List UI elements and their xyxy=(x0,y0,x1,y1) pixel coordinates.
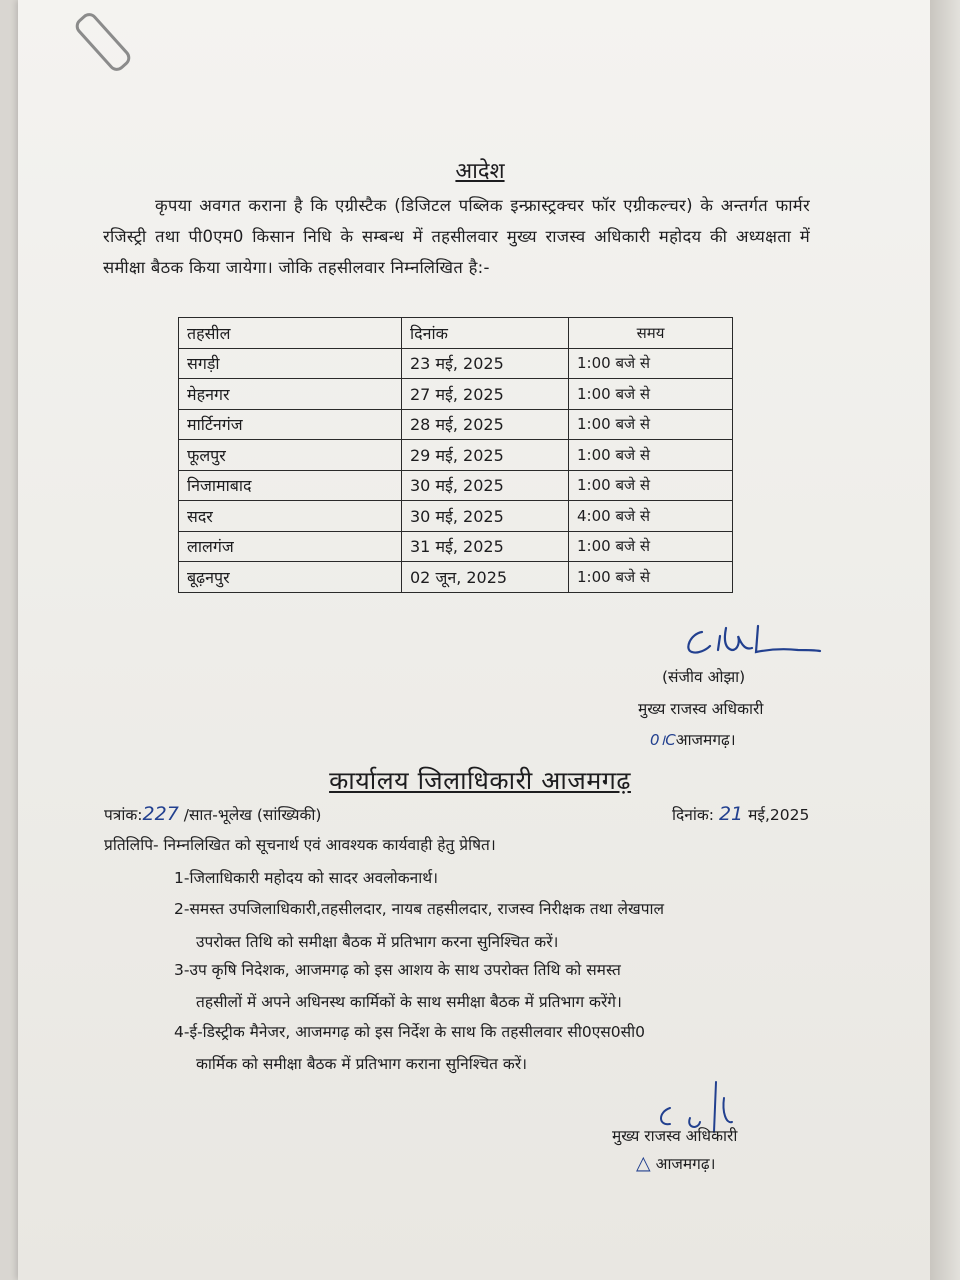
cell-tehsil: फूलपुर xyxy=(179,440,402,471)
signatory-place-line xyxy=(650,728,736,750)
schedule-table xyxy=(178,317,733,593)
ref-number: 227 xyxy=(142,803,179,825)
cell-date: 28 मई, 2025 xyxy=(402,409,569,440)
list-item: 4-ई-डिस्ट्रीक मैनेजर, आजमगढ़ को इस निर्देश के साथ कि तहसीलवार सी0एस0सी0 xyxy=(174,1023,645,1041)
footer-place-line xyxy=(636,1152,716,1174)
header-tehsil: तहसील xyxy=(179,318,402,349)
table-row xyxy=(179,501,733,532)
date-rest: मई,2025 xyxy=(748,806,810,824)
cell-time: 1:00 बजे से xyxy=(569,470,733,501)
copy-line: प्रतिलिपि- निम्नलिखित को सूचनार्थ एवं आवश्यक कार्यवाही हेतु प्रेषित। xyxy=(104,836,496,854)
signatory-name: (संजीव ओझा) xyxy=(662,668,746,686)
table-row xyxy=(179,409,733,440)
cell-tehsil: निजामाबाद xyxy=(179,470,402,501)
cell-time: 4:00 बजे से xyxy=(569,501,733,532)
list-item: 3-उप कृषि निदेशक, आजमगढ़ को इस आशय के साथ उपरोक्त तिथि को समस्त xyxy=(174,961,621,979)
paper-stack-edge xyxy=(930,0,960,1280)
table-row xyxy=(179,440,733,471)
signature-image xyxy=(680,620,830,660)
header-date: दिनांक xyxy=(402,318,569,349)
signatory-designation: मुख्य राजस्व अधिकारी xyxy=(638,700,764,718)
list-item-continuation: उपरोक्त तिथि को समीक्षा बैठक में प्रतिभाग करना सुनिश्चित करें। xyxy=(196,933,559,951)
signatory-place-prefix: 0।C xyxy=(650,731,676,749)
cell-time: 1:00 बजे से xyxy=(569,348,733,379)
list-item: 1-जिलाधिकारी महोदय को सादर अवलोकनार्थ। xyxy=(174,869,439,887)
cell-tehsil: बूढ़नपुर xyxy=(179,562,402,593)
cell-time: 1:00 बजे से xyxy=(569,440,733,471)
cell-date: 29 मई, 2025 xyxy=(402,440,569,471)
ref-label: पत्रांक: xyxy=(104,806,143,824)
table-row xyxy=(179,348,733,379)
cell-tehsil: मेहनगर xyxy=(179,379,402,410)
table-row xyxy=(179,470,733,501)
list-item-continuation: कार्मिक को समीक्षा बैठक में प्रतिभाग कराना सुनिश्चित करें। xyxy=(196,1055,528,1073)
header-time: समय xyxy=(569,318,733,349)
table-row xyxy=(179,562,733,593)
cell-time: 1:00 बजे से xyxy=(569,531,733,562)
cell-tehsil: सदर xyxy=(179,501,402,532)
cell-date: 23 मई, 2025 xyxy=(402,348,569,379)
cell-time: 1:00 बजे से xyxy=(569,562,733,593)
reference-line xyxy=(104,803,321,825)
cell-tehsil: मार्टिनगंज xyxy=(179,409,402,440)
signatory-place: आजमगढ़। xyxy=(675,731,736,749)
date-label: दिनांक: xyxy=(672,806,714,824)
cell-date: 31 मई, 2025 xyxy=(402,531,569,562)
date-day: 21 xyxy=(718,803,744,825)
cell-date: 02 जून, 2025 xyxy=(402,562,569,593)
cell-date: 30 मई, 2025 xyxy=(402,470,569,501)
cell-tehsil: सगड़ी xyxy=(179,348,402,379)
ref-suffix: /सात-भूलेख (सांख्यिकी) xyxy=(183,806,322,824)
order-title: आदेश xyxy=(455,159,505,184)
footer-designation: मुख्य राजस्व अधिकारी xyxy=(612,1127,738,1145)
cell-time: 1:00 बजे से xyxy=(569,409,733,440)
list-item-continuation: तहसीलों में अपने अधिनस्थ कार्मिकों के साथ समीक्षा बैठक में प्रतिभाग करेंगे। xyxy=(196,993,622,1011)
table-row xyxy=(179,531,733,562)
office-heading: कार्यालय जिलाधिकारी आजमगढ़ xyxy=(329,766,631,795)
cell-tehsil: लालगंज xyxy=(179,531,402,562)
date-line xyxy=(672,803,809,825)
footer-place: आजमगढ़। xyxy=(655,1155,716,1173)
cell-date: 30 मई, 2025 xyxy=(402,501,569,532)
list-item: 2-समस्त उपजिलाधिकारी,तहसीलदार, नायब तहसीलदार, राजस्व निरीक्षक तथा लेखपाल xyxy=(174,900,665,918)
cell-date: 27 मई, 2025 xyxy=(402,379,569,410)
table-row xyxy=(179,379,733,410)
cell-time: 1:00 बजे से xyxy=(569,379,733,410)
table-header-row xyxy=(179,318,733,349)
triangle-mark-icon: △ xyxy=(636,1152,651,1174)
intro-paragraph: कृपया अवगत कराना है कि एग्रीस्टैक (डिजिटल पब्लिक इन्फ्रास्ट्रक्चर फॉर एग्रीकल्चर) के अन्तर्गत फार्मर रजिस्ट्री तथा पी0एम0 किसान निधि के सम्बन्ध में तहसीलवार मुख्य राजस्व अधिकारी महोदय की अध्यक्षता में समीक्षा बैठक किया जायेगा। जोकि तहसीलवार निम्नलिखित है:- xyxy=(103,196,810,277)
